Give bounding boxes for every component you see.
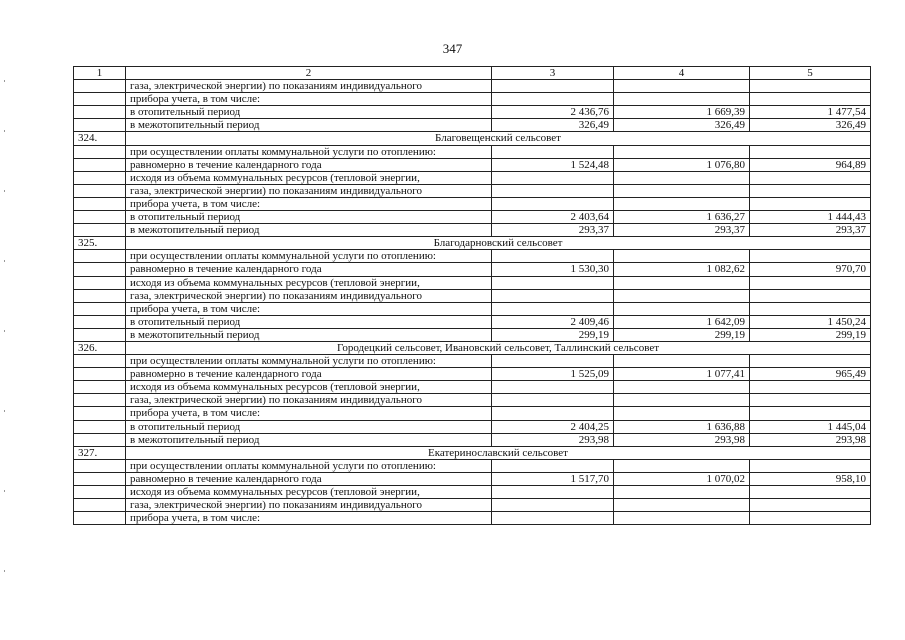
column-header: 2 [126,67,492,80]
page-number: 347 [442,41,463,56]
column-header: 4 [614,67,750,80]
empty-cell [614,459,750,472]
value-col-5: 293,98 [750,433,871,446]
description-cell: газа, электрической энергии) по показаниям индивидуального [126,184,492,197]
value-col-5: 326,49 [750,119,871,132]
empty-cell [74,145,126,158]
table-row [74,276,871,289]
table-row [74,459,871,472]
empty-cell [614,145,750,158]
value-col-4: 1 070,02 [614,472,750,485]
description-cell: при осуществлении оплаты коммунальной услуги по отоплению: [126,145,492,158]
empty-cell [614,171,750,184]
value-col-4: 1 636,88 [614,420,750,433]
empty-cell [492,289,614,302]
value-col-3: 1 525,09 [492,368,614,381]
empty-cell [74,263,126,276]
description-cell: газа, электрической энергии) по показаниям индивидуального [126,394,492,407]
empty-cell [74,512,126,525]
value-row [74,315,871,328]
value-col-5: 1 450,24 [750,315,871,328]
empty-cell [74,184,126,197]
period-label: в межотопительный период [126,328,492,341]
empty-cell [74,315,126,328]
period-label: в межотопительный период [126,433,492,446]
empty-cell [750,407,871,420]
empty-cell [750,184,871,197]
value-col-5: 293,37 [750,224,871,237]
table-row [74,93,871,106]
period-label: в межотопительный период [126,224,492,237]
empty-cell [614,302,750,315]
description-cell: прибора учета, в том числе: [126,93,492,106]
empty-cell [750,197,871,210]
empty-cell [74,499,126,512]
empty-cell [74,158,126,171]
empty-cell [492,459,614,472]
empty-cell [750,93,871,106]
empty-cell [74,93,126,106]
description-cell: исходя из объема коммунальных ресурсов (тепловой энергии, [126,171,492,184]
value-col-3: 1 524,48 [492,158,614,171]
empty-cell [492,80,614,93]
table-row [74,302,871,315]
value-col-5: 970,70 [750,263,871,276]
empty-cell [614,355,750,368]
value-col-5: 299,19 [750,328,871,341]
empty-cell [492,381,614,394]
value-col-3: 326,49 [492,119,614,132]
description-cell: газа, электрической энергии) по показаниям индивидуального [126,289,492,302]
empty-cell [492,394,614,407]
period-label: равномерно в течение календарного года [126,158,492,171]
row-number: 325. [74,237,126,250]
value-col-3: 2 404,25 [492,420,614,433]
empty-cell [74,289,126,302]
table-row [74,184,871,197]
table-row [74,250,871,263]
table-row [74,499,871,512]
empty-cell [750,276,871,289]
empty-cell [74,355,126,368]
municipality-name: Екатеринославский сельсовет [126,446,871,459]
value-row [74,420,871,433]
empty-cell [492,302,614,315]
period-label: в отопительный период [126,420,492,433]
empty-cell [74,211,126,224]
period-label: в межотопительный период [126,119,492,132]
empty-cell [74,368,126,381]
value-col-4: 1 076,80 [614,158,750,171]
empty-cell [614,381,750,394]
value-row [74,119,871,132]
row-number: 327. [74,446,126,459]
column-header: 3 [492,67,614,80]
description-cell: газа, электрической энергии) по показаниям индивидуального [126,499,492,512]
description-cell: при осуществлении оплаты коммунальной услуги по отоплению: [126,459,492,472]
value-row [74,106,871,119]
empty-cell [614,276,750,289]
description-cell: прибора учета, в том числе: [126,407,492,420]
value-col-3: 293,98 [492,433,614,446]
value-col-5: 964,89 [750,158,871,171]
value-col-3: 2 436,76 [492,106,614,119]
column-header: 1 [74,67,126,80]
empty-cell [750,171,871,184]
description-cell: исходя из объема коммунальных ресурсов (тепловой энергии, [126,486,492,499]
description-cell: при осуществлении оплаты коммунальной услуги по отоплению: [126,250,492,263]
empty-cell [750,145,871,158]
empty-cell [74,80,126,93]
value-col-4: 293,98 [614,433,750,446]
empty-cell [492,512,614,525]
row-number: 324. [74,132,126,145]
empty-cell [74,433,126,446]
empty-cell [614,250,750,263]
empty-cell [614,486,750,499]
value-col-5: 958,10 [750,472,871,485]
empty-cell [492,184,614,197]
empty-cell [492,407,614,420]
municipality-name: Городецкий сельсовет, Ивановский сельсовет, Таллинский сельсовет [126,341,871,354]
scan-edge-marks [4,70,6,630]
description-cell: исходя из объема коммунальных ресурсов (тепловой энергии, [126,276,492,289]
period-label: в отопительный период [126,211,492,224]
table-header-row [74,67,871,80]
empty-cell [492,197,614,210]
period-label: равномерно в течение календарного года [126,368,492,381]
empty-cell [74,394,126,407]
table-row [74,80,871,93]
empty-cell [74,486,126,499]
empty-cell [614,512,750,525]
empty-cell [74,276,126,289]
table-row [74,289,871,302]
period-label: в отопительный период [126,106,492,119]
value-col-3: 2 403,64 [492,211,614,224]
empty-cell [74,224,126,237]
value-row [74,328,871,341]
value-row [74,224,871,237]
empty-cell [750,381,871,394]
empty-cell [74,171,126,184]
value-col-4: 1 669,39 [614,106,750,119]
tariff-table [73,66,871,525]
empty-cell [614,93,750,106]
value-col-5: 1 477,54 [750,106,871,119]
description-cell: прибора учета, в том числе: [126,302,492,315]
empty-cell [614,499,750,512]
value-col-5: 1 445,04 [750,420,871,433]
empty-cell [74,459,126,472]
municipality-row [74,237,871,250]
value-col-3: 1 517,70 [492,472,614,485]
period-label: в отопительный период [126,315,492,328]
value-col-4: 299,19 [614,328,750,341]
empty-cell [74,381,126,394]
empty-cell [614,394,750,407]
table-row [74,171,871,184]
value-col-4: 293,37 [614,224,750,237]
empty-cell [492,250,614,263]
value-col-3: 299,19 [492,328,614,341]
empty-cell [74,328,126,341]
empty-cell [74,407,126,420]
value-col-3: 293,37 [492,224,614,237]
empty-cell [750,394,871,407]
table-row [74,394,871,407]
empty-cell [750,80,871,93]
period-label: равномерно в течение календарного года [126,263,492,276]
municipality-name: Благодарновский сельсовет [126,237,871,250]
value-col-4: 1 077,41 [614,368,750,381]
empty-cell [74,250,126,263]
value-row [74,158,871,171]
empty-cell [492,486,614,499]
value-col-4: 1 636,27 [614,211,750,224]
description-cell: прибора учета, в том числе: [126,197,492,210]
empty-cell [614,184,750,197]
value-col-4: 326,49 [614,119,750,132]
value-row [74,211,871,224]
empty-cell [74,119,126,132]
empty-cell [492,499,614,512]
table-row [74,512,871,525]
description-cell: при осуществлении оплаты коммунальной услуги по отоплению: [126,355,492,368]
empty-cell [492,276,614,289]
value-col-5: 965,49 [750,368,871,381]
empty-cell [492,93,614,106]
empty-cell [74,472,126,485]
empty-cell [492,355,614,368]
value-col-4: 1 082,62 [614,263,750,276]
empty-cell [750,512,871,525]
table-row [74,145,871,158]
empty-cell [492,171,614,184]
value-row [74,472,871,485]
municipality-row [74,446,871,459]
empty-cell [74,302,126,315]
description-cell: исходя из объема коммунальных ресурсов (тепловой энергии, [126,381,492,394]
period-label: равномерно в течение календарного года [126,472,492,485]
empty-cell [74,420,126,433]
empty-cell [614,197,750,210]
value-col-3: 2 409,46 [492,315,614,328]
value-col-3: 1 530,30 [492,263,614,276]
description-cell: прибора учета, в том числе: [126,512,492,525]
empty-cell [492,145,614,158]
table-row [74,197,871,210]
table-row [74,381,871,394]
empty-cell [614,289,750,302]
empty-cell [74,106,126,119]
column-header: 5 [750,67,871,80]
table-row [74,355,871,368]
value-col-4: 1 642,09 [614,315,750,328]
empty-cell [750,486,871,499]
empty-cell [750,459,871,472]
row-number: 326. [74,341,126,354]
table-row [74,486,871,499]
empty-cell [750,302,871,315]
description-cell: газа, электрической энергии) по показаниям индивидуального [126,80,492,93]
value-col-5: 1 444,43 [750,211,871,224]
municipality-row [74,132,871,145]
empty-cell [614,407,750,420]
empty-cell [750,355,871,368]
empty-cell [750,250,871,263]
table-row [74,407,871,420]
value-row [74,433,871,446]
municipality-name: Благовещенский сельсовет [126,132,871,145]
empty-cell [750,499,871,512]
value-row [74,368,871,381]
empty-cell [750,289,871,302]
empty-cell [614,80,750,93]
empty-cell [74,197,126,210]
value-row [74,263,871,276]
municipality-row [74,341,871,354]
